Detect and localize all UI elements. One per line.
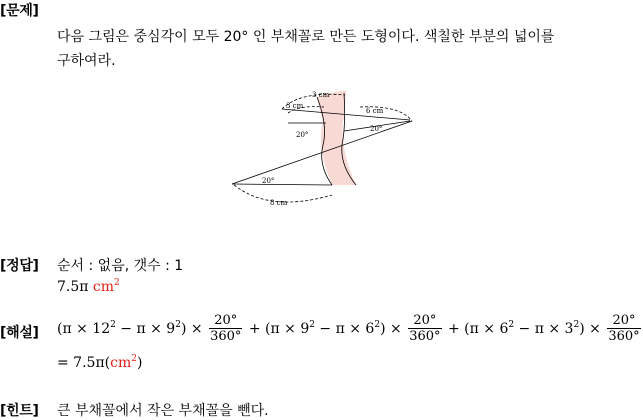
hint-text: 큰 부채꼴에서 작은 부채꼴을 뺀다. bbox=[57, 403, 269, 419]
term-2: + $(\pi \times 9^2 - \pi \times 6^2)$ × bbox=[248, 319, 402, 337]
result-unit: $cm^2$ bbox=[110, 354, 137, 371]
answer-value bbox=[57, 279, 120, 295]
solution-label: [해설] bbox=[0, 325, 39, 341]
answer-label: [정답] bbox=[0, 258, 39, 274]
label-radius-2: 3 cm bbox=[286, 102, 304, 110]
term-3: + $(\pi \times 6^2 - \pi \times 3^2)$ × bbox=[447, 319, 601, 337]
shaded-band bbox=[317, 91, 356, 185]
label-angle-1: 20° bbox=[296, 131, 309, 139]
radius-upper-left bbox=[282, 109, 410, 120]
problem-text-line2: 구하여라. bbox=[57, 53, 116, 69]
label-radius-3: 6 cm bbox=[366, 107, 384, 115]
answer-number: 7.5π bbox=[57, 279, 89, 295]
solution-expression bbox=[57, 313, 643, 344]
label-radius-4: 8 cm bbox=[270, 199, 288, 207]
label-radius-1: 3 cm bbox=[312, 91, 330, 99]
fraction-2: $\frac{20^\circ}{360^\circ}$ bbox=[409, 313, 441, 344]
solution-result: = $7.5\pi(cm^2)$ bbox=[57, 354, 143, 371]
fraction-1: $\frac{20^\circ}{360^\circ}$ bbox=[210, 313, 242, 344]
answer-unit: $cm^2$ bbox=[92, 278, 120, 295]
shaded-region bbox=[317, 91, 356, 185]
fraction-3: $\frac{20^\circ}{360^\circ}$ bbox=[608, 313, 640, 344]
label-angle-2: 20° bbox=[370, 125, 383, 133]
label-angle-3: 20° bbox=[262, 177, 275, 185]
hint-label: [힌트] bbox=[0, 403, 39, 419]
answer-line1: 순서 : 없음, 갯수 : 1 bbox=[57, 258, 184, 274]
sector-figure bbox=[220, 85, 420, 210]
term-1: $(\pi \times 12^2 - \pi \times 9^2)$ × bbox=[57, 319, 203, 337]
problem-text-line1: 다음 그림은 중심각이 모두 20° 인 부채꼴로 만든 도형이다. 색칠한 부분의 넓이를 bbox=[57, 29, 555, 45]
problem-label: [문제] bbox=[0, 3, 39, 19]
radius-lower bbox=[232, 184, 332, 185]
